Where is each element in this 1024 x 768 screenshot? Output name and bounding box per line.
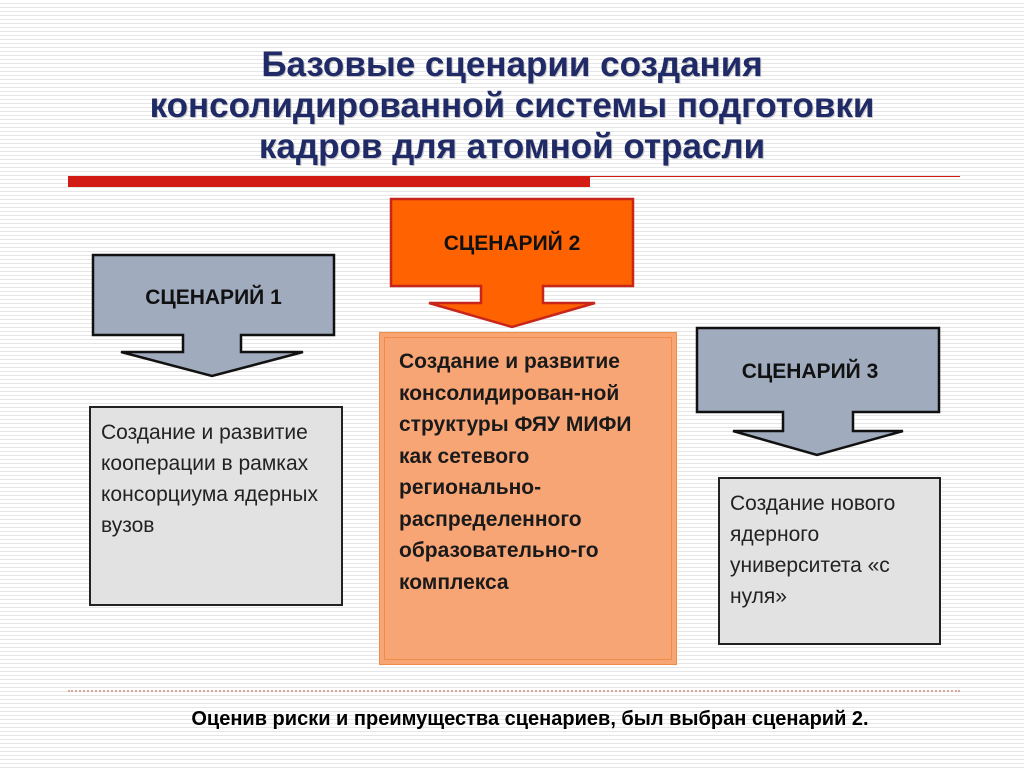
scenario-1-description: Создание и развитие кооперации в рамках консорциума ядерных вузов	[89, 406, 343, 606]
scenario-2-arrow	[391, 199, 633, 327]
scenario-1-label: СЦЕНАРИЙ 1	[145, 286, 282, 309]
bottom-divider	[68, 690, 960, 692]
scenario-2-description: Создание и развитие консолидирован-ной структуры ФЯУ МИФИ как сетевого регионально-распределенного образовательно-го комплекса	[384, 337, 672, 660]
scenario-3-label: СЦЕНАРИЙ 3	[741, 360, 879, 383]
scenario-3-arrow	[697, 328, 939, 455]
scenario-1-arrow	[93, 255, 334, 376]
scenario-2-description-box	[379, 332, 677, 665]
scenario-2-label: СЦЕНАРИЙ 2	[443, 232, 581, 255]
title-line-3: кадров для атомной отрасли	[258, 127, 766, 166]
scenario-3-description: Создание нового ядерного университета «с нуля»	[718, 477, 941, 645]
title-line-2: консолидированной системы подготовки	[149, 86, 875, 125]
title-line-1: Базовые сценарии создания	[261, 45, 763, 84]
conclusion-text: Оценив риски и преимущества сценариев, был выбран сценарий 2.	[191, 708, 869, 730]
